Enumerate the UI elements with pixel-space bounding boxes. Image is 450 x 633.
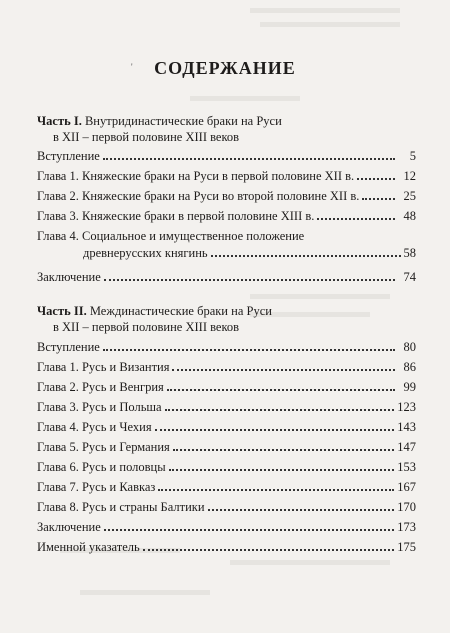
entry-page: 58 xyxy=(403,246,416,260)
entry-page: 80 xyxy=(403,340,416,354)
toc-entry[interactable] xyxy=(37,380,416,396)
entry-label: Глава 1. Княжеские браки на Руси в первой половине XII в. xyxy=(37,169,355,183)
leader-dots xyxy=(173,440,394,451)
entry-page: 123 xyxy=(397,400,416,414)
part-2-title: Междинастические браки на Руси xyxy=(89,304,272,318)
entry-page: 175 xyxy=(397,540,416,554)
entry-label: Глава 8. Русь и страны Балтики xyxy=(37,500,205,514)
entry-label: Глава 1. Русь и Византия xyxy=(37,360,170,374)
entry-label: Глава 6. Русь и половцы xyxy=(37,460,166,474)
entry-label-line2: древнерусских княгинь xyxy=(83,246,208,260)
entry-page: 143 xyxy=(397,420,416,434)
toc-title: СОДЕРЖАНИЕ xyxy=(154,58,296,78)
leader-dots xyxy=(104,520,395,531)
entry-page: 25 xyxy=(403,189,416,203)
entry-label: Глава 4. Русь и Чехия xyxy=(37,420,152,434)
entry-label: Глава 2. Русь и Венгрия xyxy=(37,380,164,394)
toc-entry[interactable] xyxy=(37,209,416,225)
part-1-title: Внутридинастические браки на Руси xyxy=(84,114,282,128)
part-1-subtitle: в XII – первой половине XIII веков xyxy=(53,130,240,144)
toc-entry[interactable] xyxy=(37,520,416,536)
page-mark: ' xyxy=(131,62,133,72)
leader-dots xyxy=(169,460,395,471)
part-2-number: Часть II. xyxy=(37,304,87,318)
part-2-heading xyxy=(37,303,417,335)
leader-dots xyxy=(104,270,395,281)
leader-dots xyxy=(103,340,395,351)
toc-entry[interactable] xyxy=(37,420,416,436)
toc-entry[interactable] xyxy=(37,340,416,356)
entry-label: Глава 3. Русь и Польша xyxy=(37,400,162,414)
leader-dots xyxy=(143,540,395,551)
leader-dots xyxy=(172,360,395,371)
toc-entry[interactable] xyxy=(37,149,416,165)
toc-entry[interactable] xyxy=(37,228,416,262)
leader-dots xyxy=(208,500,395,511)
toc-entry[interactable] xyxy=(37,169,416,185)
toc-entry[interactable] xyxy=(37,540,416,556)
leader-dots xyxy=(317,209,395,220)
entry-page: 12 xyxy=(403,169,416,183)
entry-page: 147 xyxy=(397,440,416,454)
toc-entry[interactable] xyxy=(37,360,416,376)
entry-page: 170 xyxy=(397,500,416,514)
toc-entry[interactable] xyxy=(37,400,416,416)
entry-label: Глава 3. Княжеские браки в первой половине XIII в. xyxy=(37,209,315,223)
toc-entry[interactable] xyxy=(37,270,416,286)
entry-label: Вступление xyxy=(37,340,100,354)
leader-dots xyxy=(211,246,401,257)
leader-dots xyxy=(167,380,395,391)
part-1-heading xyxy=(37,113,417,145)
entry-label: Вступление xyxy=(37,149,100,163)
leader-dots xyxy=(158,480,394,491)
entry-label: Заключение xyxy=(37,520,101,534)
leader-dots xyxy=(103,149,395,160)
leader-dots xyxy=(357,169,395,180)
entry-page: 173 xyxy=(397,520,416,534)
leader-dots xyxy=(165,400,395,411)
entry-page: 86 xyxy=(403,360,416,374)
entry-page: 5 xyxy=(409,149,416,163)
leader-dots xyxy=(362,189,395,200)
toc-entry[interactable] xyxy=(37,440,416,456)
entry-page: 74 xyxy=(403,270,416,284)
entry-label: Глава 5. Русь и Германия xyxy=(37,440,170,454)
toc-entry[interactable] xyxy=(37,500,416,516)
toc-entry[interactable] xyxy=(37,189,416,205)
leader-dots xyxy=(155,420,395,431)
entry-label: Глава 7. Русь и Кавказ xyxy=(37,480,156,494)
entry-label: Заключение xyxy=(37,270,101,284)
entry-label: Именной указатель xyxy=(37,540,140,554)
part-1-number: Часть I. xyxy=(37,114,82,128)
part-2-subtitle: в XII – первой половине XIII веков xyxy=(53,320,240,334)
entry-label: Глава 2. Княжеские браки на Руси во второй половине XII в. xyxy=(37,189,360,203)
entry-page: 99 xyxy=(403,380,416,394)
entry-page: 153 xyxy=(397,460,416,474)
toc-entry[interactable] xyxy=(37,480,416,496)
toc-entry[interactable] xyxy=(37,460,416,476)
entry-page: 167 xyxy=(397,480,416,494)
entry-label-line1: Глава 4. Социальное и имущественное положение xyxy=(37,229,305,243)
entry-page: 48 xyxy=(403,209,416,223)
